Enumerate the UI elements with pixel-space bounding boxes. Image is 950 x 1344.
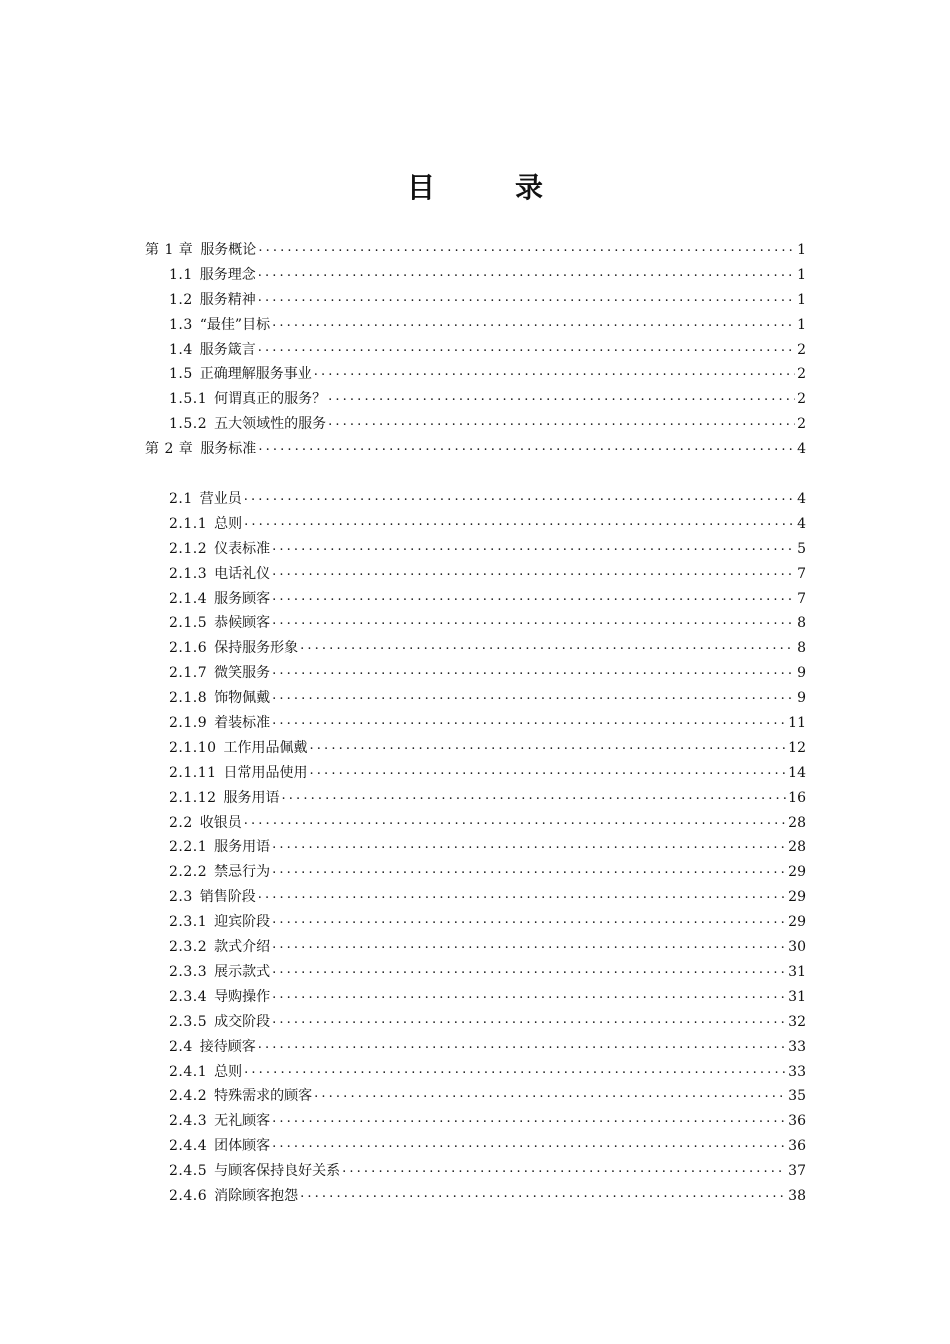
dot-leader xyxy=(258,1032,786,1058)
toc-entry-number: 2.1.2 xyxy=(169,540,208,557)
toc-entry-title: 展示款式 xyxy=(214,963,271,980)
toc-entry-page-number: 2 xyxy=(797,341,806,358)
dot-leader xyxy=(258,335,795,361)
toc-entry-number: 2.1 xyxy=(169,491,193,508)
toc-entry-number: 2.3 xyxy=(169,889,193,906)
dot-leader xyxy=(282,783,787,809)
toc-entry-title: 饰物佩戴 xyxy=(214,690,271,707)
toc-entry-title: 微笑服务 xyxy=(214,665,271,682)
dot-leader xyxy=(244,1057,786,1083)
toc-entry-number: 2.2.1 xyxy=(169,839,208,856)
toc-entry-title: 成交阶段 xyxy=(214,1013,271,1030)
toc-entry-title: 特殊需求的顾客 xyxy=(214,1088,313,1105)
toc-entry-page-number: 11 xyxy=(788,715,806,732)
toc-entry-title: 工作用品佩戴 xyxy=(223,739,308,756)
dot-leader xyxy=(272,982,786,1008)
dot-leader xyxy=(328,384,795,410)
toc-entry-page-number: 38 xyxy=(788,1187,806,1204)
toc-entry-title: 服务顾客 xyxy=(214,590,271,607)
toc-entry[interactable] xyxy=(145,437,806,462)
toc-entry-title: 与顾客保持良好关系 xyxy=(214,1163,341,1180)
toc-entry-number: 2.4.3 xyxy=(169,1113,208,1130)
toc-entry-page-number: 2 xyxy=(797,391,806,408)
toc-entry-number: 1.3 xyxy=(169,316,193,333)
toc-entry-page-number: 9 xyxy=(797,665,806,682)
toc-entry-page-number: 14 xyxy=(788,764,806,781)
toc-entry-title: 着装标准 xyxy=(214,715,271,732)
dot-leader xyxy=(272,559,795,585)
toc-entry-title: 服务理念 xyxy=(199,266,256,283)
toc-entry-title: 总则 xyxy=(214,515,243,532)
table-of-contents xyxy=(145,238,806,1209)
toc-entry-number: 2.2.2 xyxy=(169,864,208,881)
dot-leader xyxy=(272,1131,786,1157)
dot-leader xyxy=(272,683,795,709)
toc-entry-number: 2.4.2 xyxy=(169,1088,208,1105)
toc-entry-page-number: 29 xyxy=(788,889,806,906)
toc-entry-page-number: 4 xyxy=(797,491,806,508)
toc-entry-title: 款式介绍 xyxy=(214,939,271,956)
toc-entry-title: 营业员 xyxy=(199,491,242,508)
toc-entry-page-number: 9 xyxy=(797,690,806,707)
toc-entry-number: 2.3.3 xyxy=(169,963,208,980)
toc-entry-title: 团体顾客 xyxy=(214,1138,271,1155)
toc-entry-page-number: 32 xyxy=(788,1013,806,1030)
toc-entry-page-number: 1 xyxy=(797,242,806,258)
toc-entry-number: 2.2 xyxy=(169,814,193,831)
toc-entry-page-number: 28 xyxy=(788,814,806,831)
toc-entry-page-number: 33 xyxy=(788,1038,806,1055)
dot-leader xyxy=(272,1106,786,1132)
toc-entry-title: 正确理解服务事业 xyxy=(199,366,312,383)
dot-leader xyxy=(258,434,795,460)
dot-leader xyxy=(272,534,795,560)
toc-entry-number: 2.1.1 xyxy=(169,515,208,532)
toc-entry-number: 2.1.3 xyxy=(169,565,208,582)
toc-entry-title: 接待顾客 xyxy=(199,1038,256,1055)
dot-leader xyxy=(272,907,786,933)
toc-entry-title: 服务精神 xyxy=(199,291,256,308)
dot-leader xyxy=(272,832,786,858)
dot-leader xyxy=(314,359,795,385)
toc-entry-page-number: 2 xyxy=(797,366,806,383)
dot-leader xyxy=(314,1081,786,1107)
toc-entry-title: “最佳”目标 xyxy=(199,316,271,333)
page-title: 目 录 xyxy=(406,171,569,204)
dot-leader xyxy=(272,932,786,958)
toc-entry-page-number: 12 xyxy=(788,739,806,756)
dot-leader xyxy=(272,608,795,634)
toc-entry-title: 导购操作 xyxy=(214,988,271,1005)
dot-leader xyxy=(258,882,786,908)
dot-leader xyxy=(272,857,786,883)
toc-entry-page-number: 4 xyxy=(797,441,806,458)
toc-entry-number: 2.1.5 xyxy=(169,615,208,632)
dot-leader xyxy=(300,1181,786,1207)
toc-entry-page-number: 37 xyxy=(788,1163,806,1180)
toc-entry-number: 第 2 章 xyxy=(145,441,194,458)
toc-entry-page-number: 1 xyxy=(797,291,806,308)
dot-leader xyxy=(244,808,786,834)
toc-entry-number: 2.4.5 xyxy=(169,1163,208,1180)
dot-leader xyxy=(328,409,795,435)
toc-entry-number: 2.1.7 xyxy=(169,665,208,682)
dot-leader xyxy=(272,310,795,336)
toc-entry-page-number: 36 xyxy=(788,1138,806,1155)
toc-entry-title: 保持服务形象 xyxy=(214,640,299,657)
toc-entry-title: 禁忌行为 xyxy=(214,864,271,881)
toc-entry-title: 收银员 xyxy=(199,814,242,831)
toc-entry-page-number: 16 xyxy=(788,789,806,806)
toc-entry-title: 何谓真正的服务？ xyxy=(214,391,327,408)
toc-entry-page-number: 5 xyxy=(797,540,806,557)
toc-entry-number: 2.1.12 xyxy=(169,789,217,806)
toc-entry-number: 1.5.2 xyxy=(169,416,208,433)
dot-leader xyxy=(244,484,795,510)
toc-entry-page-number: 31 xyxy=(788,963,806,980)
toc-entry-number: 1.2 xyxy=(169,291,193,308)
toc-entry-number: 2.3.1 xyxy=(169,914,208,931)
toc-entry-page-number: 4 xyxy=(797,515,806,532)
toc-entry-number: 第 1 章 xyxy=(145,242,194,258)
toc-entry-title: 五大领域性的服务 xyxy=(214,416,327,433)
dot-leader xyxy=(258,235,795,261)
dot-leader xyxy=(258,260,795,286)
toc-entry-number: 2.3.4 xyxy=(169,988,208,1005)
toc-entry-number: 2.1.4 xyxy=(169,590,208,607)
toc-entry-title: 服务用语 xyxy=(223,789,280,806)
toc-entry-title: 销售阶段 xyxy=(199,889,256,906)
toc-entry-number: 2.3.2 xyxy=(169,939,208,956)
toc-entry-number: 2.4.4 xyxy=(169,1138,208,1155)
toc-entry-title: 服务箴言 xyxy=(199,341,256,358)
dot-leader xyxy=(244,509,795,535)
toc-entry-title: 恭候顾客 xyxy=(214,615,271,632)
toc-entry-page-number: 29 xyxy=(788,864,806,881)
dot-leader xyxy=(300,633,795,659)
toc-entry-page-number: 31 xyxy=(788,988,806,1005)
toc-entry-page-number: 28 xyxy=(788,839,806,856)
toc-entry-page-number: 1 xyxy=(797,266,806,283)
dot-leader xyxy=(272,957,786,983)
toc-entry-number: 1.5.1 xyxy=(169,391,208,408)
toc-entry-title: 仪表标准 xyxy=(214,540,271,557)
toc-entry-page-number: 35 xyxy=(788,1088,806,1105)
toc-entry-title: 日常用品使用 xyxy=(223,764,308,781)
dot-leader xyxy=(272,708,786,734)
toc-entry-title: 总则 xyxy=(214,1063,243,1080)
toc-entry-page-number: 2 xyxy=(797,416,806,433)
toc-entry-title: 电话礼仪 xyxy=(214,565,271,582)
toc-entry-title: 消除顾客抱怨 xyxy=(214,1187,299,1204)
toc-entry-number: 2.1.11 xyxy=(169,764,217,781)
dot-leader xyxy=(258,285,795,311)
toc-entry[interactable] xyxy=(145,1184,806,1209)
toc-entry-number: 2.1.9 xyxy=(169,715,208,732)
dot-leader xyxy=(272,658,795,684)
toc-entry-number: 2.1.6 xyxy=(169,640,208,657)
toc-entry-number: 2.1.8 xyxy=(169,690,208,707)
toc-entry-number: 2.1.10 xyxy=(169,739,217,756)
toc-entry-page-number: 29 xyxy=(788,914,806,931)
toc-entry-title: 服务概论 xyxy=(200,242,257,258)
dot-leader xyxy=(272,584,795,610)
toc-entry-number: 1.4 xyxy=(169,341,193,358)
toc-entry-number: 2.3.5 xyxy=(169,1013,208,1030)
toc-entry-title: 迎宾阶段 xyxy=(214,914,271,931)
toc-entry-page-number: 8 xyxy=(797,640,806,657)
dot-leader xyxy=(310,758,787,784)
toc-entry-number: 2.4 xyxy=(169,1038,193,1055)
toc-entry-page-number: 33 xyxy=(788,1063,806,1080)
toc-entry-page-number: 36 xyxy=(788,1113,806,1130)
dot-leader xyxy=(310,733,787,759)
dot-leader xyxy=(272,1007,786,1033)
toc-entry-number: 1.1 xyxy=(169,266,193,283)
toc-entry-page-number: 30 xyxy=(788,939,806,956)
toc-entry-number: 1.5 xyxy=(169,366,193,383)
toc-entry-title: 无礼顾客 xyxy=(214,1113,271,1130)
toc-entry-page-number: 7 xyxy=(797,590,806,607)
toc-entry-number: 2.4.1 xyxy=(169,1063,208,1080)
toc-entry-page-number: 1 xyxy=(797,316,806,333)
dot-leader xyxy=(342,1156,786,1182)
toc-entry-page-number: 8 xyxy=(797,615,806,632)
toc-entry-page-number: 7 xyxy=(797,565,806,582)
toc-entry-title: 服务标准 xyxy=(200,441,257,458)
toc-entry-number: 2.4.6 xyxy=(169,1187,208,1204)
toc-entry-title: 服务用语 xyxy=(214,839,271,856)
